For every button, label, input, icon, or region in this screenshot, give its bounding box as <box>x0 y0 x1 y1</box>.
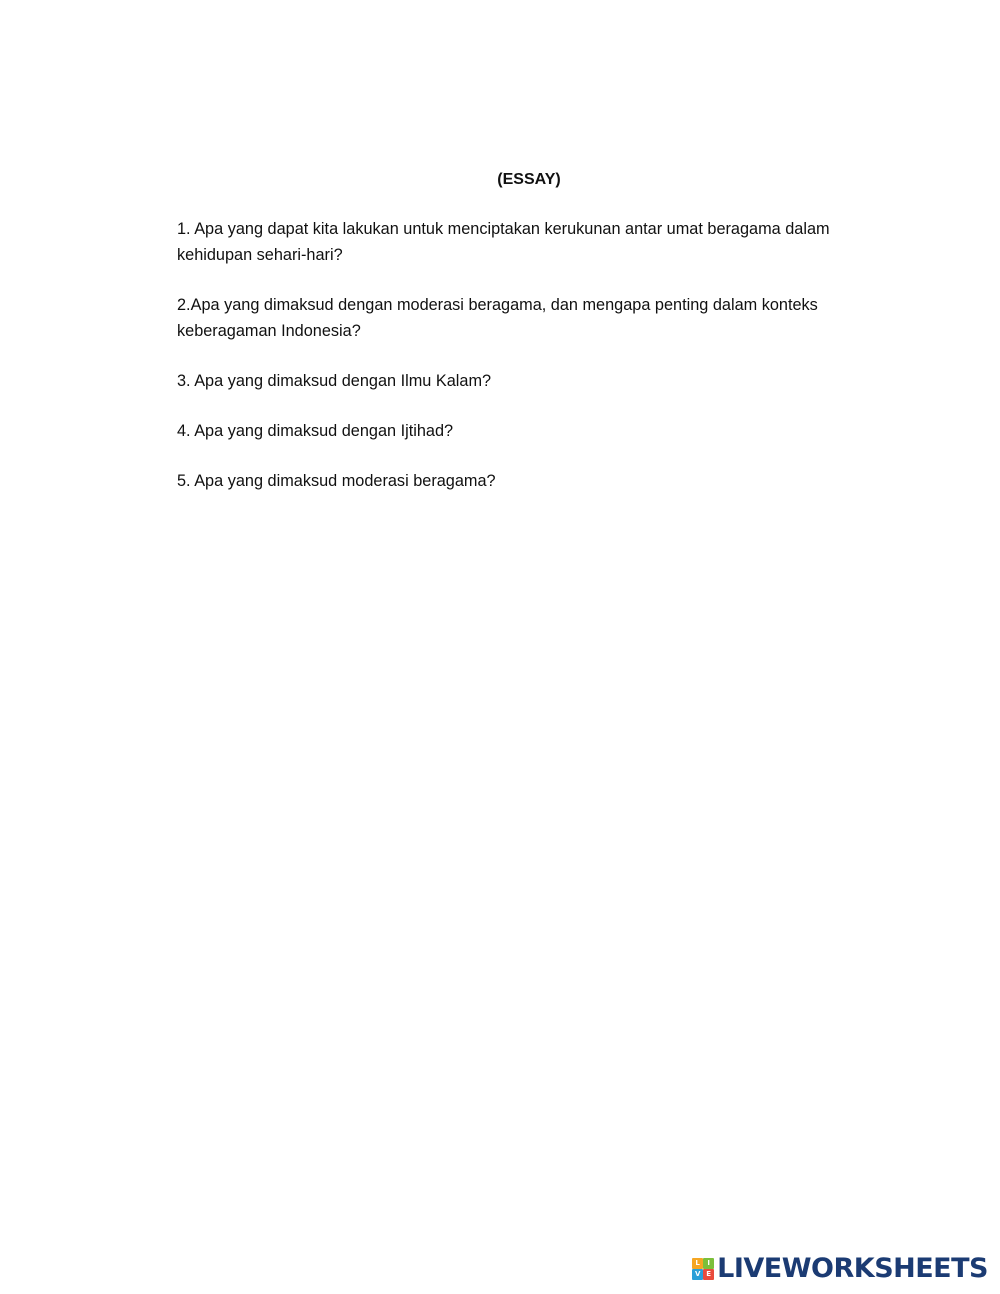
question-1: 1. Apa yang dapat kita lakukan untuk menciptakan kerukunan antar umat beragama dalam kehidupan sehari-hari? <box>177 220 830 264</box>
logo-square-l: L <box>692 1258 703 1269</box>
brand-name: LIVEWORKSHEETS <box>717 1253 988 1284</box>
question-4: 4. Apa yang dimaksud dengan Ijtihad? <box>177 422 454 440</box>
page-title: (ESSAY) <box>497 171 561 188</box>
logo-square-v: V <box>692 1269 703 1280</box>
question-5: 5. Apa yang dimaksud moderasi beragama? <box>177 472 496 490</box>
liveworksheets-icon <box>692 1258 714 1280</box>
logo-square-i: I <box>703 1258 714 1269</box>
logo-square-e: E <box>703 1269 714 1280</box>
liveworksheets-logo <box>692 1254 988 1284</box>
question-3: 3. Apa yang dimaksud dengan Ilmu Kalam? <box>177 372 492 390</box>
question-2: 2.Apa yang dimaksud dengan moderasi beragama, dan mengapa penting dalam konteks keberagaman Indonesia? <box>177 296 818 340</box>
